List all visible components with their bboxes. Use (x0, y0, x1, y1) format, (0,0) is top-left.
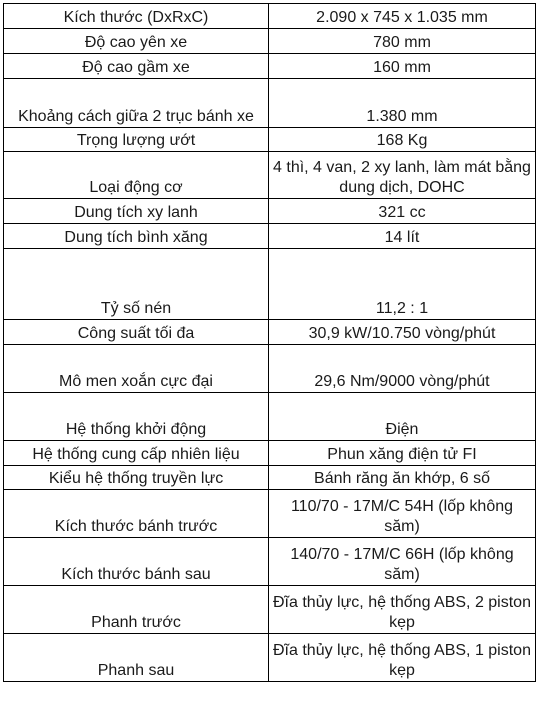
spec-value-cell: Điện (269, 393, 536, 441)
table-row (4, 29, 536, 54)
spec-value-cell: 30,9 kW/10.750 vòng/phút (269, 320, 536, 345)
table-row (4, 54, 536, 79)
table-row (4, 199, 536, 224)
table-row (4, 224, 536, 249)
spec-label-cell: Mô men xoắn cực đại (4, 345, 269, 393)
table-row (4, 152, 536, 199)
spec-value-cell: 140/70 - 17M/C 66H (lốp không săm) (269, 538, 536, 586)
spec-value-cell: 11,2 : 1 (269, 249, 536, 320)
spec-label-cell: Phanh trước (4, 586, 269, 634)
spec-label-cell: Kích thước bánh sau (4, 538, 269, 586)
spec-value-cell: 14 lít (269, 224, 536, 249)
spec-label-cell: Tỷ số nén (4, 249, 269, 320)
table-row (4, 320, 536, 345)
spec-value-cell: Đĩa thủy lực, hệ thống ABS, 1 piston kẹp (269, 634, 536, 682)
spec-label-cell: Công suất tối đa (4, 320, 269, 345)
spec-value-cell: 2.090 x 745 x 1.035 mm (269, 4, 536, 29)
spec-value-cell: 1.380 mm (269, 79, 536, 128)
spec-value-cell: 29,6 Nm/9000 vòng/phút (269, 345, 536, 393)
spec-label-cell: Hệ thống khởi động (4, 393, 269, 441)
table-row (4, 490, 536, 538)
spec-value-cell: Bánh răng ăn khớp, 6 số (269, 466, 536, 490)
table-row (4, 634, 536, 682)
spec-value-cell: 160 mm (269, 54, 536, 79)
spec-value-cell: 168 Kg (269, 128, 536, 152)
table-row (4, 345, 536, 393)
spec-label-cell: Dung tích bình xăng (4, 224, 269, 249)
table-row (4, 128, 536, 152)
table-row (4, 249, 536, 320)
spec-label-cell: Hệ thống cung cấp nhiên liệu (4, 441, 269, 466)
spec-label-cell: Độ cao gầm xe (4, 54, 269, 79)
spec-label-cell: Dung tích xy lanh (4, 199, 269, 224)
spec-value-cell: Đĩa thủy lực, hệ thống ABS, 2 piston kẹp (269, 586, 536, 634)
spec-value-cell: 321 cc (269, 199, 536, 224)
table-row (4, 393, 536, 441)
spec-label-cell: Độ cao yên xe (4, 29, 269, 54)
table-row (4, 538, 536, 586)
spec-label-cell: Kiểu hệ thống truyền lực (4, 466, 269, 490)
spec-value-cell: 4 thì, 4 van, 2 xy lanh, làm mát bằng dung dịch, DOHC (269, 152, 536, 199)
table-row (4, 4, 536, 29)
spec-value-cell: 780 mm (269, 29, 536, 54)
spec-label-cell: Kích thước (DxRxC) (4, 4, 269, 29)
spec-table-body (4, 4, 536, 682)
spec-label-cell: Phanh sau (4, 634, 269, 682)
spec-label-cell: Khoảng cách giữa 2 trục bánh xe (4, 79, 269, 128)
table-row (4, 441, 536, 466)
spec-table (3, 3, 536, 682)
spec-value-cell: Phun xăng điện tử FI (269, 441, 536, 466)
spec-label-cell: Loại động cơ (4, 152, 269, 199)
spec-label-cell: Kích thước bánh trước (4, 490, 269, 538)
spec-label-cell: Trọng lượng ướt (4, 128, 269, 152)
table-row (4, 586, 536, 634)
table-row (4, 79, 536, 128)
spec-value-cell: 110/70 - 17M/C 54H (lốp không săm) (269, 490, 536, 538)
table-row (4, 466, 536, 490)
